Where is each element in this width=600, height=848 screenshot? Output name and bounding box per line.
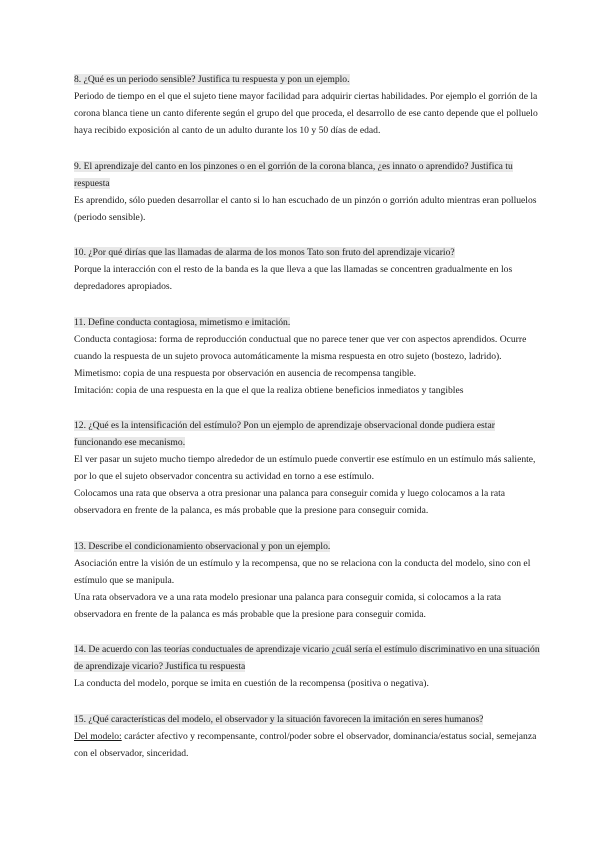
question-text: 11. Define conducta contagiosa, mimetismo e imitación. (74, 316, 291, 328)
answer-text: La conducta del modelo, porque se imita en cuestión de la recompensa (positiva o negativa). (74, 678, 429, 689)
answer-text: Porque la interacción con el resto de la banda es la que lleva a que las llamadas se concentren gradualmente en los depredadores apropiados. (74, 264, 513, 292)
answer-text: Es aprendido, sólo pueden desarrollar el canto si lo han escuchado de un pinzón o gorrión adulto mientras eran polluelos (periodo sensible). (74, 194, 537, 223)
question-text: 9. El aprendizaje del canto en los pinzones o en el gorrión de la corona blanca, ¿es innato o aprendido? Justifica tu respuesta (74, 160, 513, 189)
qa-item (74, 711, 544, 762)
answer-text: Asociación entre la visión de un estímulo y la recompensa, que no se relaciona con la conducta del modelo, sino con el estímulo que se manipula. (74, 557, 531, 586)
question-text: 10. ¿Por qué dirías que las llamadas de alarma de los monos Tato son fruto del aprendizaje vicario? (74, 247, 455, 258)
question-text: 15. ¿Qué características del modelo, el observador y la situación favorecen la imitación en seres humanos? (74, 713, 484, 725)
qa-item (74, 641, 544, 692)
answer-body: carácter afectivo y recompensante, control/poder sobre el observador, dominancia/estatus social, semejanza con el observador, sinceridad. (74, 730, 537, 759)
qa-item (74, 244, 544, 295)
qa-item (74, 538, 544, 623)
answer-text: Una rata observadora ve a una rata modelo presionar una palanca para conseguir comida, si colocamos a la rata observadora en frente de la palanca es más probable que la presione para conseguir comida. (74, 591, 501, 620)
document-content (74, 71, 544, 780)
answer-text (74, 728, 544, 762)
question-text: 13. Describe el condicionamiento observacional y pon un ejemplo. (74, 540, 331, 552)
qa-item (74, 158, 544, 226)
answer-lead: Del modelo: (74, 730, 122, 742)
answer-text: Mimetismo: copia de una respuesta por observación en ausencia de recompensa tangible. (74, 367, 417, 379)
question-text: 8. ¿Qué es un periodo sensible? Justifica tu respuesta y pon un ejemplo. (74, 74, 350, 85)
answer-text: Colocamos una rata que observa a otra presionar una palanca para conseguir comida y luego colocamos a la rata observadora en frente de la palanca, es más probable que la presione para conseguir comida. (74, 488, 506, 516)
answer-text: Imitación: copia de una respuesta en la que el que la realiza obtiene beneficios inmediatos y tangibles (74, 384, 464, 396)
answer-text: Periodo de tiempo en el que el sujeto tiene mayor facilidad para adquirir ciertas habilidades. Por ejemplo el gorrión de la corona blanca tiene un canto diferente según el grupo del que proceda, el desarrollo de ese canto depende que el polluelo haya recibido exposición al canto de un adulto durante los 10 y 50 días de edad. (74, 91, 538, 136)
qa-item (74, 314, 544, 399)
qa-item (74, 417, 544, 519)
answer-text: Conducta contagiosa: forma de reproducción conductual que no parece tener que ver con aspectos aprendidos. Ocurre cuando la respuesta de un sujeto provoca automáticamente la misma respuesta en otro sujeto (bostezo, ladrido). (74, 333, 527, 362)
qa-item (74, 71, 544, 139)
question-text: 14. De acuerdo con las teorías conductuales de aprendizaje vicario ¿cuál sería el estímulo discriminativo en una situación de aprendizaje vicario? Justifica tu respuesta (74, 644, 540, 672)
answer-text: El ver pasar un sujeto mucho tiempo alrededor de un estímulo puede convertir ese estímulo en un estímulo más saliente, por lo que el sujeto observador concentra su actividad en torno a ese estímulo. (74, 454, 536, 482)
question-text: 12. ¿Qué es la intensificación del estímulo? Pon un ejemplo de aprendizaje observacional donde pudiera estar funcionando ese mecanismo. (74, 420, 495, 448)
